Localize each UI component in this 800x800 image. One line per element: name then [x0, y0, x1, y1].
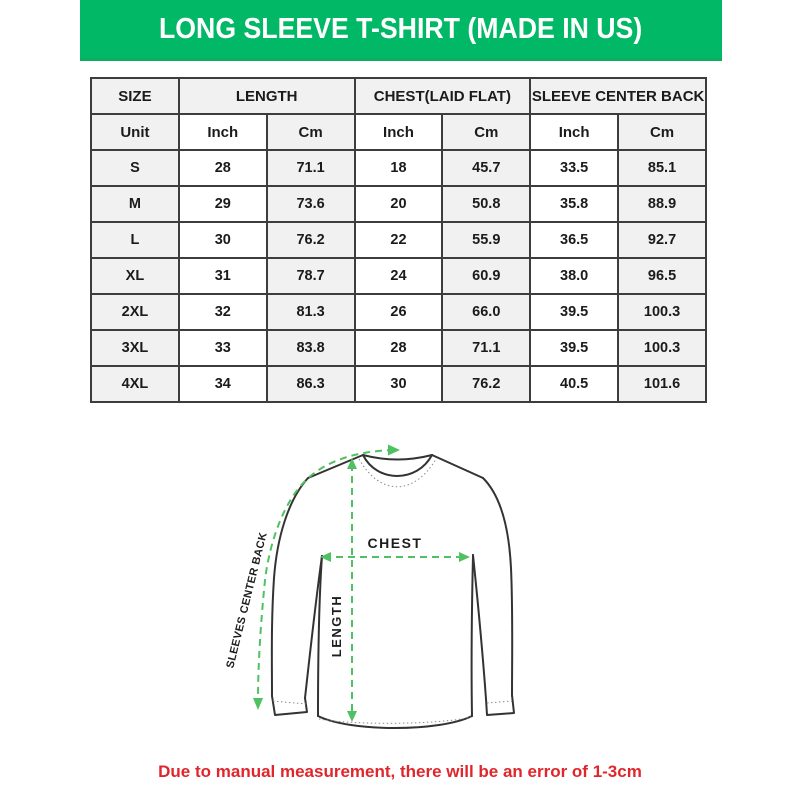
measurement-cell: 33: [179, 330, 267, 366]
measurement-cell: 78.7: [267, 258, 355, 294]
measurement-cell: 100.3: [618, 294, 706, 330]
table-unit-row: [91, 114, 706, 150]
sleeve-center-back-label: SLEEVES CENTER BACK: [224, 531, 270, 670]
measurement-cell: 33.5: [530, 150, 618, 186]
length-label: LENGTH: [329, 594, 344, 658]
measurement-cell: 30: [179, 222, 267, 258]
sleeve-center-back-arrow-line: [258, 450, 394, 700]
table-header-row: [91, 78, 706, 114]
measurement-cell: 66.0: [442, 294, 530, 330]
measurement-cell: 45.7: [442, 150, 530, 186]
measurement-cell: 71.1: [267, 150, 355, 186]
table-row: [91, 150, 706, 186]
size-cell: 3XL: [91, 330, 179, 366]
measurement-cell: 29: [179, 186, 267, 222]
measurement-cell: 88.9: [618, 186, 706, 222]
size-cell: XL: [91, 258, 179, 294]
measurement-cell: 92.7: [618, 222, 706, 258]
measurement-cell: 83.8: [267, 330, 355, 366]
size-cell: 2XL: [91, 294, 179, 330]
measurement-cell: 31: [179, 258, 267, 294]
size-cell: 4XL: [91, 366, 179, 402]
measurement-cell: 20: [355, 186, 443, 222]
table-row: [91, 330, 706, 366]
page-title: LONG SLEEVE T-SHIRT (MADE IN US): [159, 12, 643, 45]
size-cell: L: [91, 222, 179, 258]
shirt-outline: [272, 455, 514, 728]
size-table-body: [91, 150, 706, 402]
measurement-cell: 39.5: [530, 294, 618, 330]
measurement-cell: 32: [179, 294, 267, 330]
unit-cell: Unit: [91, 114, 179, 150]
measurement-cell: 60.9: [442, 258, 530, 294]
measurement-cell: 22: [355, 222, 443, 258]
measurement-cell: 100.3: [618, 330, 706, 366]
measurement-cell: 86.3: [267, 366, 355, 402]
measurement-cell: 34: [179, 366, 267, 402]
measurement-cell: 96.5: [618, 258, 706, 294]
unit-cell: Inch: [530, 114, 618, 150]
shirt-measurement-diagram: [220, 428, 580, 760]
measurement-cell: 40.5: [530, 366, 618, 402]
measurement-cell: 39.5: [530, 330, 618, 366]
measurement-cell: 38.0: [530, 258, 618, 294]
unit-cell: Inch: [179, 114, 267, 150]
size-cell: M: [91, 186, 179, 222]
measurement-cell: 85.1: [618, 150, 706, 186]
column-group-chest: CHEST(LAID FLAT): [355, 78, 531, 114]
unit-cell: Cm: [442, 114, 530, 150]
measurement-arrows: [258, 450, 466, 716]
measurement-cell: 26: [355, 294, 443, 330]
measurement-cell: 36.5: [530, 222, 618, 258]
measurement-cell: 76.2: [442, 366, 530, 402]
unit-cell: Cm: [618, 114, 706, 150]
measurement-cell: 50.8: [442, 186, 530, 222]
size-table: [90, 77, 707, 403]
measurement-cell: 76.2: [267, 222, 355, 258]
measurement-cell: 81.3: [267, 294, 355, 330]
column-group-sleeve: SLEEVE CENTER BACK: [530, 78, 706, 114]
column-group-size: SIZE: [91, 78, 179, 114]
table-row: [91, 294, 706, 330]
unit-cell: Inch: [355, 114, 443, 150]
arrowheads: [253, 445, 470, 723]
measurement-cell: 101.6: [618, 366, 706, 402]
measurement-cell: 28: [179, 150, 267, 186]
measurement-disclaimer: Due to manual measurement, there will be an error of 1-3cm: [158, 762, 642, 781]
column-group-length: LENGTH: [179, 78, 355, 114]
measurement-cell: 18: [355, 150, 443, 186]
table-row: [91, 366, 706, 402]
unit-cell: Cm: [267, 114, 355, 150]
table-row: [91, 258, 706, 294]
measurement-cell: 73.6: [267, 186, 355, 222]
measurement-cell: 35.8: [530, 186, 618, 222]
table-row: [91, 186, 706, 222]
measurement-cell: 55.9: [442, 222, 530, 258]
title-banner: [80, 0, 722, 61]
measurement-cell: 71.1: [442, 330, 530, 366]
table-row: [91, 222, 706, 258]
measurement-cell: 28: [355, 330, 443, 366]
chest-label: CHEST: [367, 535, 423, 551]
size-cell: S: [91, 150, 179, 186]
measurement-cell: 30: [355, 366, 443, 402]
measurement-cell: 24: [355, 258, 443, 294]
